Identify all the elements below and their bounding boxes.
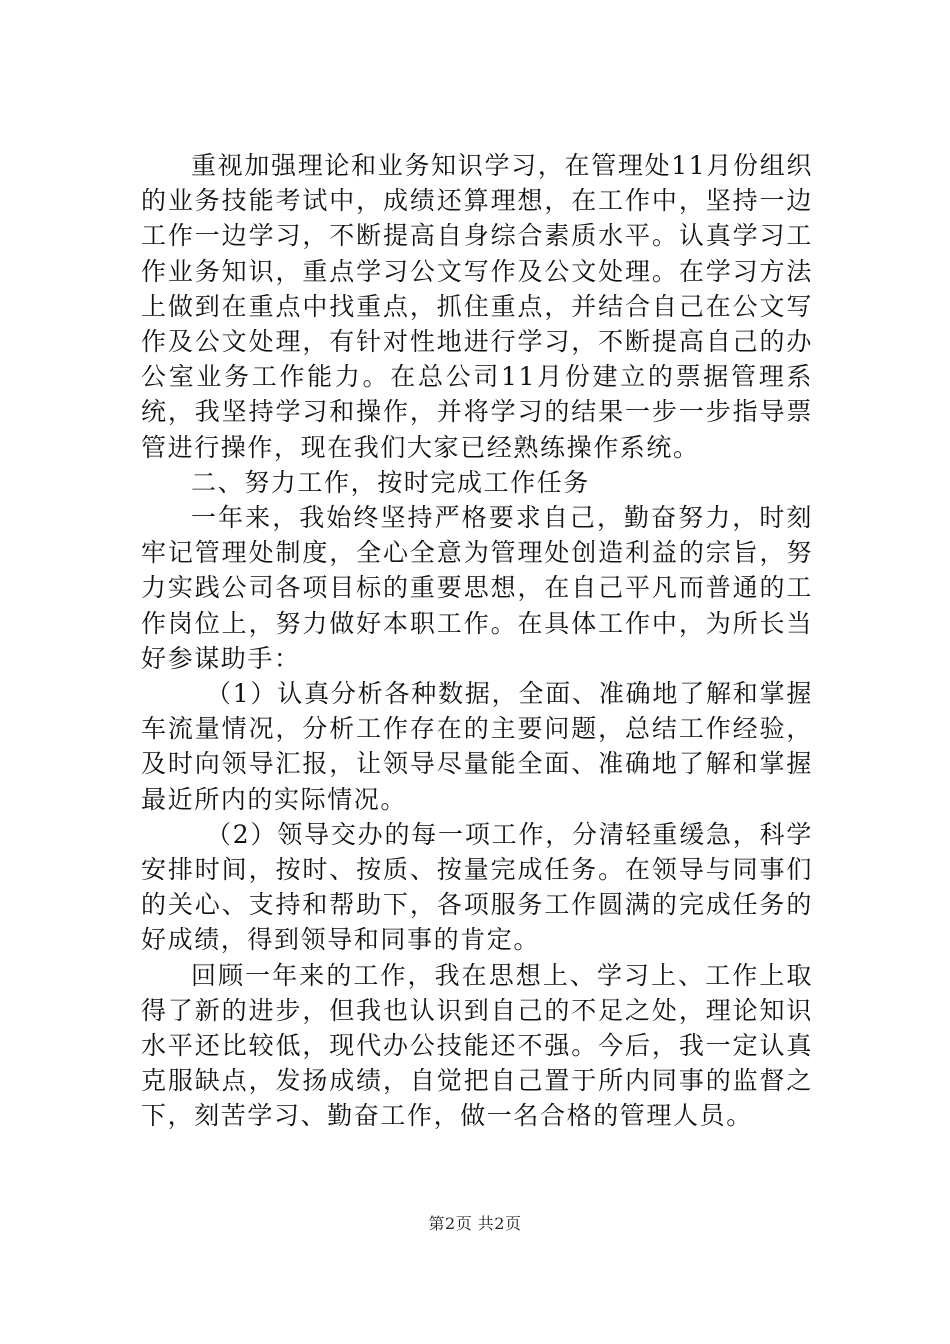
paragraph-item-2: （2）领导交办的每一项工作，分清轻重缓急，科学安排时间，按时、按质、按量完成任务。在领导与同事们的关心、支持和帮助下，各项服务工作圆满的完成任务的好成绩，得到领导和同事的肯定。 [141,819,813,955]
document-body [141,148,813,1134]
paragraph-item-1: （1）认真分析各种数据，全面、准确地了解和掌握车流量情况，分析工作存在的主要问题，总结工作经验，及时向领导汇报，让领导尽量能全面、准确地了解和掌握最近所内的实际情况。 [141,679,813,814]
section-heading-work: 二、努力工作，按时完成工作任务 [191,467,591,497]
paragraph-work: 一年来，我始终坚持严格要求自己，勤奋努力，时刻牢记管理处制度，全心全意为管理处创造利益的宗旨，努力实践公司各项目标的重要思想，在自己平凡而普通的工作岗位上，努力做好本职工作。在具体工作中，为所长当好参谋助手： [141,503,813,673]
paragraph-review: 回顾一年来的工作，我在思想上、学习上、工作上取得了新的进步，但我也认识到自己的不足之处，理论知识水平还比较低，现代办公技能还不强。今后，我一定认真克服缺点，发扬成绩，自觉把自己置于所内同事的监督之下，刻苦学习、勤奋工作，做一名合格的管理人员。 [141,960,813,1131]
paragraph-study: 重视加强理论和业务知识学习，在管理处11月份组织的业务技能考试中，成绩还算理想，在工作中，坚持一边工作一边学习，不断提高自身综合素质水平。认真学习工作业务知识，重点学习公文写作及公文处理。在学习方法上做到在重点中找重点，抓住重点，并结合自己在公文写作及公文处理，有针对性地进行学习，不断提高自己的办公室业务工作能力。在总公司11月份建立的票据管理系统，我坚持学习和操作，并将学习的结果一步一步指导票管进行操作，现在我们大家已经熟练操作系统。 [141,151,813,462]
page-number: 第2页 共2页 [428,1214,522,1233]
